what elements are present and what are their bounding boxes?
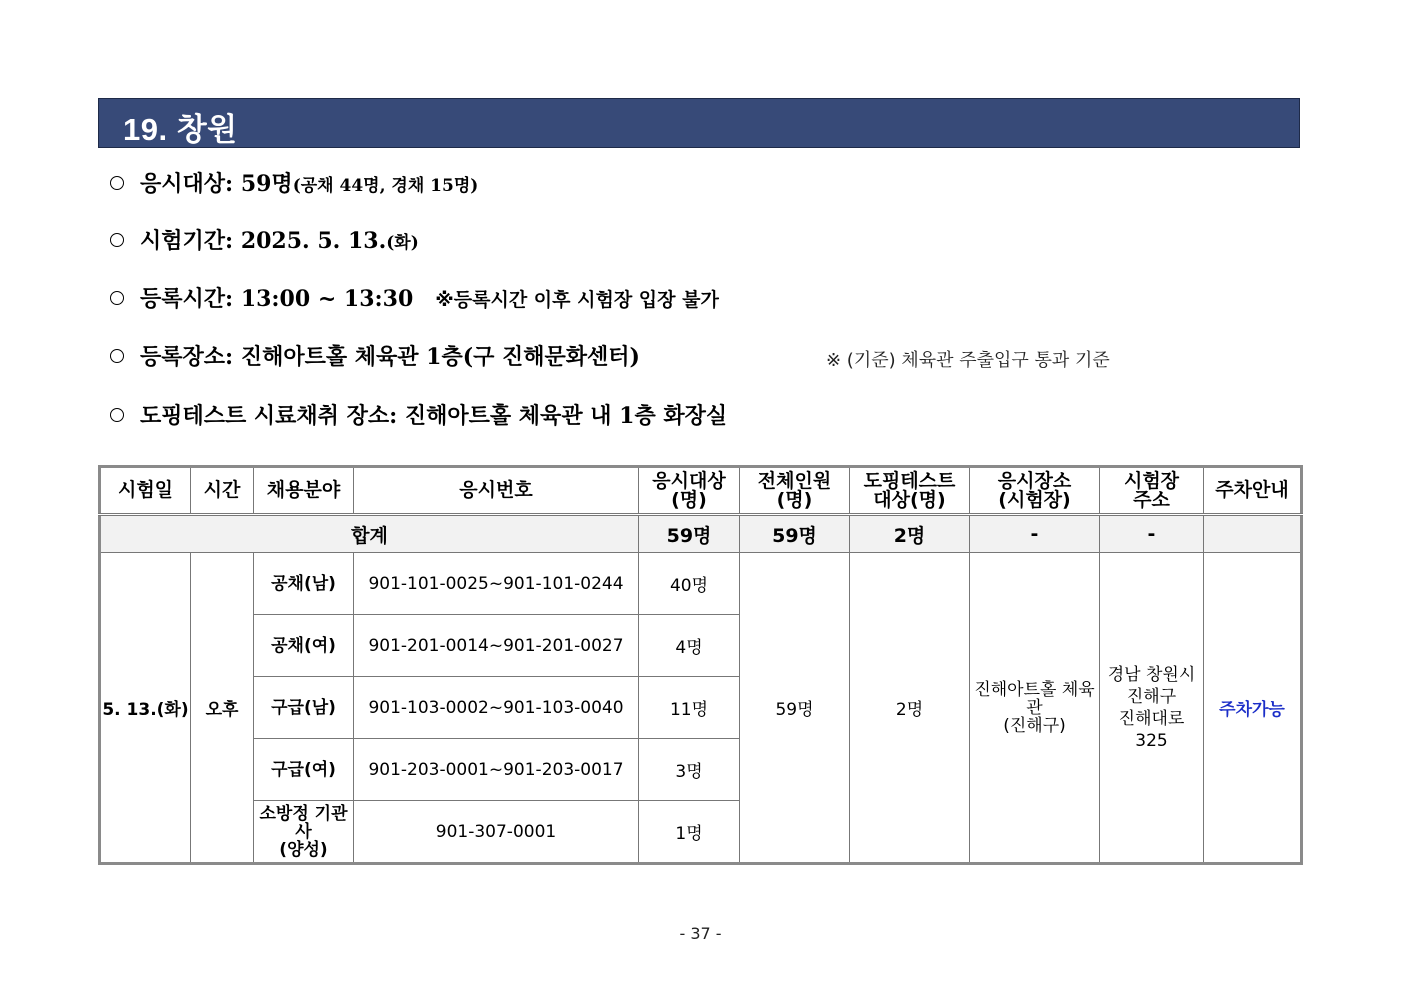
row-applicants: 1명	[639, 801, 740, 864]
bullet-note: ※등록시간 이후 시험장 입장 불가	[435, 289, 719, 311]
bullet-label: 응시대상:	[140, 171, 234, 197]
section-title: 19. 창원	[123, 112, 238, 147]
row-field	[254, 801, 354, 864]
row-number: 901-103-0002~901-103-0040	[354, 677, 639, 739]
bullet-value: 진해아트홀 체육관 내 1층 화장실	[404, 403, 728, 429]
bullet-value: 59명	[240, 171, 293, 197]
doping-count: 2명	[850, 553, 970, 864]
header-line: 대상(명)	[873, 488, 946, 511]
summary-parking	[1204, 515, 1302, 553]
header-line: 주소	[1133, 488, 1170, 511]
summary-label: 합계	[100, 515, 639, 553]
bullet-registration-place	[110, 340, 640, 374]
bullet-label: 도핑테스트 시료채취 장소:	[140, 403, 398, 429]
venue	[970, 553, 1100, 864]
header-line: (시험장)	[998, 488, 1071, 511]
row-number: 901-201-0014~901-201-0027	[354, 615, 639, 677]
parking-info: 주차가능	[1204, 553, 1302, 864]
total-count: 59명	[740, 553, 850, 864]
circle-bullet-icon	[110, 176, 124, 190]
header-line: 전체인원	[757, 469, 832, 492]
table-summary-row	[100, 515, 1302, 553]
row-field: 공채(여)	[254, 615, 354, 677]
circle-bullet-icon	[110, 291, 124, 305]
venue-address	[1100, 553, 1204, 864]
row-number: 901-307-0001	[354, 801, 639, 864]
bullet-exam-period	[110, 224, 419, 258]
summary-venue: -	[970, 515, 1100, 553]
exam-schedule-table	[98, 465, 1303, 865]
address-line: 경남 창원시	[1107, 664, 1196, 685]
table-header-row	[100, 467, 1302, 515]
exam-time: 오후	[191, 553, 254, 864]
row-applicants: 3명	[639, 739, 740, 801]
header-line: 도핑테스트	[863, 469, 956, 492]
bullet-value: 2025. 5. 13.	[240, 228, 387, 254]
bullet-value-detail: (화)	[386, 233, 419, 253]
circle-bullet-icon	[110, 349, 124, 363]
page-number: - 37 -	[679, 924, 722, 943]
header-time: 시간	[191, 467, 254, 515]
section-title-bar	[98, 98, 1300, 148]
bullet-doping-place	[110, 399, 727, 433]
bullet-value: 13:00 ~ 13:30	[240, 286, 414, 312]
header-applicants	[639, 467, 740, 515]
header-date: 시험일	[100, 467, 191, 515]
bullet-label: 등록시간:	[140, 286, 234, 312]
bullet-applicants	[110, 167, 478, 201]
address-line: 진해대로 325	[1118, 708, 1185, 751]
header-line: 응시장소	[997, 469, 1072, 492]
bullet-label: 등록장소:	[140, 344, 234, 370]
field-line: (양성)	[279, 839, 328, 860]
summary-applicants: 59명	[639, 515, 740, 553]
header-line: (명)	[776, 488, 813, 511]
row-number: 901-101-0025~901-101-0244	[354, 553, 639, 615]
header-number: 응시번호	[354, 467, 639, 515]
address-line: 진해구	[1126, 686, 1177, 707]
row-field: 구급(여)	[254, 739, 354, 801]
row-applicants: 40명	[639, 553, 740, 615]
summary-doping: 2명	[850, 515, 970, 553]
table-row	[100, 553, 1302, 615]
header-line: (명)	[671, 488, 707, 511]
summary-total: 59명	[740, 515, 850, 553]
row-number: 901-203-0001~901-203-0017	[354, 739, 639, 801]
bullet-value-detail: (공채 44명, 경채 15명)	[292, 176, 479, 196]
header-address	[1100, 467, 1204, 515]
bullet-registration-time	[110, 282, 719, 316]
venue-line: (진해구)	[1003, 715, 1066, 736]
header-parking: 주차안내	[1204, 467, 1302, 515]
circle-bullet-icon	[110, 408, 124, 422]
header-total	[740, 467, 850, 515]
header-doping	[850, 467, 970, 515]
field-line: 소방정 기관사	[259, 803, 348, 842]
bullet-value: 진해아트홀 체육관 1층(구 진해문화센터)	[240, 344, 640, 370]
bullet-label: 시험기간:	[140, 228, 234, 254]
row-field: 공채(남)	[254, 553, 354, 615]
header-venue	[970, 467, 1100, 515]
summary-address: -	[1100, 515, 1204, 553]
header-line: 시험장	[1123, 469, 1180, 492]
exam-date: 5. 13.(화)	[100, 553, 191, 864]
row-field: 구급(남)	[254, 677, 354, 739]
registration-place-note: ※ (기준) 체육관 주출입구 통과 기준	[826, 350, 1110, 371]
venue-line: 진해아트홀 체육관	[974, 679, 1095, 718]
header-field: 채용분야	[254, 467, 354, 515]
row-applicants: 4명	[639, 615, 740, 677]
row-applicants: 11명	[639, 677, 740, 739]
header-line: 응시대상	[652, 469, 726, 492]
circle-bullet-icon	[110, 233, 124, 247]
